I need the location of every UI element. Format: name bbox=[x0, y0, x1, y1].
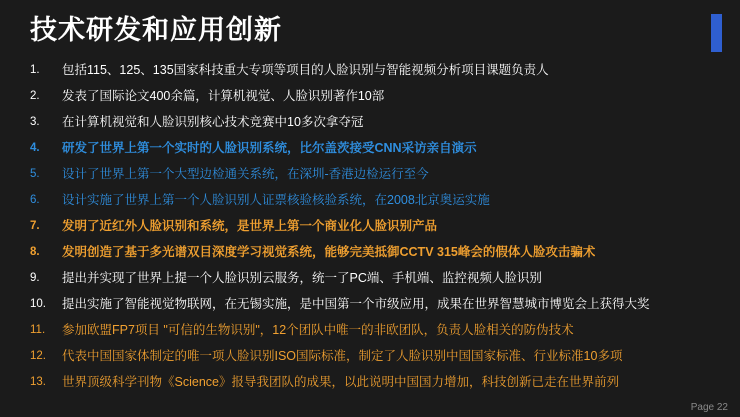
list-item-text: 在计算机视觉和人脸识别核心技术竞赛中10多次拿夺冠 bbox=[62, 115, 364, 129]
list-item bbox=[26, 370, 730, 395]
list-item-number: 5. bbox=[30, 168, 40, 180]
list-item-text: 包括115、125、135国家科技重大专项等项目的人脸识别与智能视频分析项目课题负责人 bbox=[62, 63, 549, 77]
list-item bbox=[26, 136, 730, 161]
list-item-number: 3. bbox=[30, 116, 40, 128]
page-title: 技术研发和应用创新 bbox=[30, 15, 282, 45]
list-item-text: 代表中国国家体制定的唯一项人脸识别ISO国际标准，制定了人脸识别中国国家标准、行业标准10多项 bbox=[62, 349, 623, 363]
list-item bbox=[26, 110, 730, 135]
list-item-text: 研发了世界上第一个实时的人脸识别系统，比尔盖茨接受CNN采访亲自演示 bbox=[62, 141, 477, 155]
list-item-text: 参加欧盟FP7项目 "可信的生物识别"，12个团队中唯一的非欧团队，负责人脸相关的防伪技术 bbox=[62, 323, 574, 337]
list-item bbox=[26, 84, 730, 109]
list-item-number: 6. bbox=[30, 194, 40, 206]
list-item-number: 4. bbox=[30, 142, 40, 154]
list-item-text: 发表了国际论文400余篇，计算机视觉、人脸识别著作10部 bbox=[62, 89, 385, 103]
list-item-text: 设计了世界上第一个大型边检通关系统，在深圳-香港边检运行至今 bbox=[62, 167, 429, 181]
list-item-number: 2. bbox=[30, 90, 40, 102]
list-item-text: 发明创造了基于多光谱双目深度学习视觉系统，能够完美抵御CCTV 315峰会的假体人脸攻击骗术 bbox=[62, 245, 596, 259]
list-item-text: 世界顶级科学刊物《Science》报导我团队的成果，以此说明中国国力增加，科技创新已走在世界前列 bbox=[62, 375, 619, 389]
list-item-number: 10. bbox=[30, 298, 46, 310]
list-item-number: 1. bbox=[30, 64, 40, 76]
bullet-list bbox=[26, 58, 730, 396]
list-item bbox=[26, 240, 730, 265]
list-item-text: 提出实施了智能视觉物联网，在无锡实施，是中国第一个市级应用，成果在世界智慧城市博览会上获得大奖 bbox=[62, 297, 650, 311]
list-item-number: 12. bbox=[30, 350, 46, 362]
list-item bbox=[26, 58, 730, 83]
list-item bbox=[26, 318, 730, 343]
list-item bbox=[26, 292, 730, 317]
list-item-text: 提出并实现了世界上提一个人脸识别云服务，统一了PC端、手机端、监控视频人脸识别 bbox=[62, 271, 542, 285]
list-item bbox=[26, 344, 730, 369]
list-item bbox=[26, 214, 730, 239]
list-item-number: 13. bbox=[30, 376, 46, 388]
list-item bbox=[26, 266, 730, 291]
list-item-number: 7. bbox=[30, 220, 40, 232]
list-item-text: 设计实施了世界上第一个人脸识别人证票核验核验系统，在2008北京奥运实施 bbox=[62, 193, 490, 207]
list-item-number: 9. bbox=[30, 272, 40, 284]
list-item-text: 发明了近红外人脸识别和系统，是世界上第一个商业化人脸识别产品 bbox=[62, 219, 438, 233]
list-item bbox=[26, 188, 730, 213]
list-item bbox=[26, 162, 730, 187]
page-number: Page 22 bbox=[690, 402, 728, 413]
accent-bar bbox=[711, 14, 722, 52]
list-item-number: 8. bbox=[30, 246, 40, 258]
list-item-number: 11. bbox=[30, 324, 46, 336]
